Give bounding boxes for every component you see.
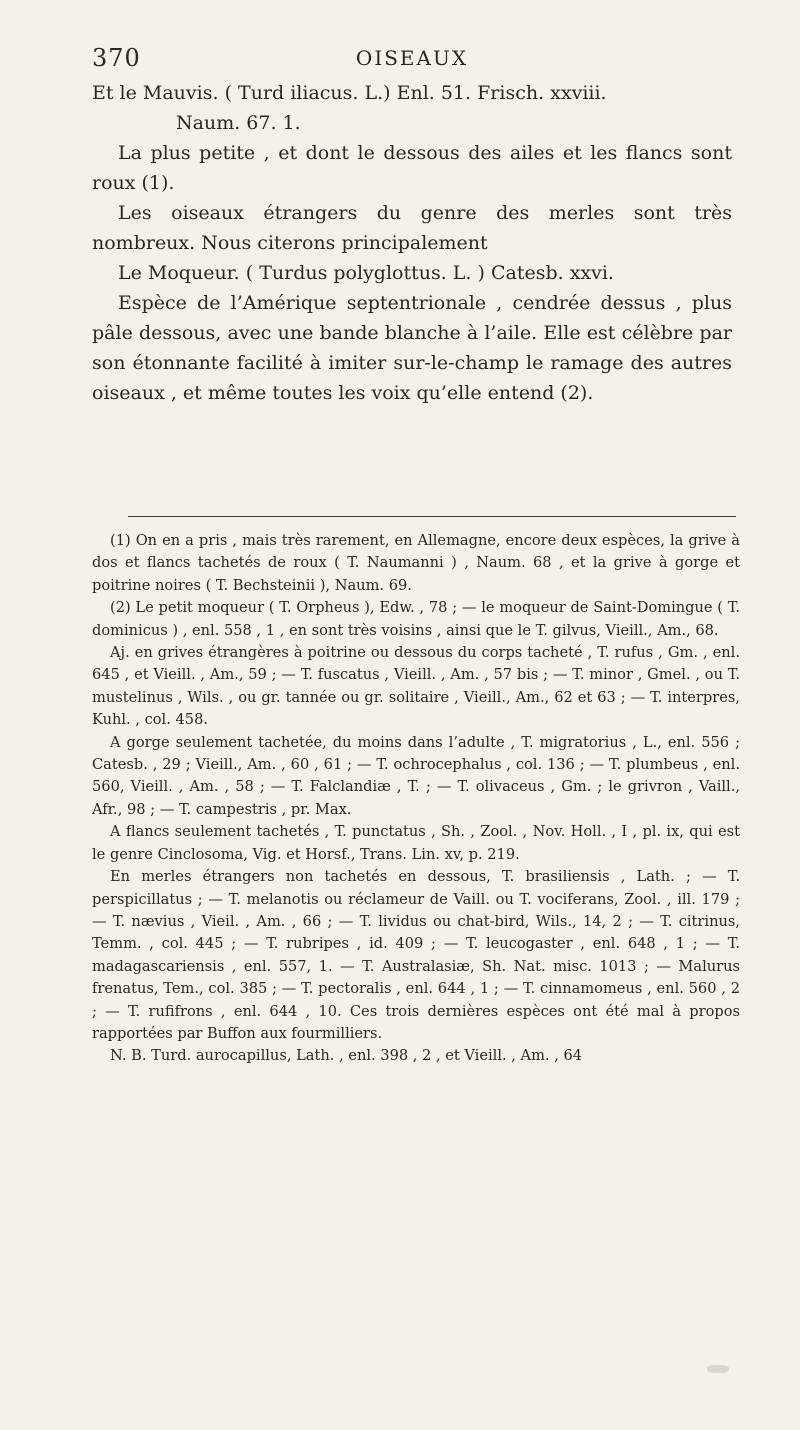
entry-mauvis: Et le Mauvis. ( Turd iliacus. L.) Enl. 51. Frisch. xxviii. — [92, 82, 607, 104]
paragraph-description: La plus petite , et dont le dessous des ailes et les flancs sont roux (1). — [92, 142, 732, 194]
running-head: OISEAUX — [355, 46, 469, 70]
ink-smudge — [707, 1365, 729, 1373]
page-header — [92, 44, 732, 74]
footnotes — [92, 530, 740, 1068]
paragraph-foreign-species: Les oiseaux étrangers du genre des merles sont très nombreux. Nous citerons principalement — [92, 202, 732, 254]
footnote-throat-spotted: A gorge seulement tachetée, du moins dans l’adulte , T. migratorius , L., enl. 556 ; Catesb. , 29 ; Vieill., Am. , 60 , 61 ; — T. ochrocephalus , col. 136 ; — T. plumbeus , enl. 560, Vieill. , Am. , 58 ; — T. Falclandiæ , T. ; — T. olivaceus , Gm. ; le grivron , Vaill., Afr., 98 ; — T. campestris , pr. Max. — [92, 733, 740, 818]
entry-moqueur: Le Moqueur. ( Turdus polyglottus. L. ) Catesb. xxvi. — [118, 262, 614, 284]
paragraph-moqueur-description: Espèce de l’Amérique septentrionale , cendrée dessus , plus pâle dessous, avec une bande blanche à l’aile. Elle est célèbre par son étonnante facilité à imiter sur-le-champ le ramage des autres oiseaux , et même toutes les voix qu’elle entend (2). — [92, 292, 732, 404]
footnote-1: (1) On en a pris , mais très rarement, en Allemagne, encore deux espèces, la grive à dos et flancs tachetés de roux ( T. Naumanni ) , Naum. 68 , et la grive à gorge et poitrine noires ( T. Bechsteinii ), Naum. 69. — [92, 532, 740, 594]
footnote-nota-bene: N. B. Turd. aurocapillus, Lath. , enl. 398 , 2 , et Vieill. , Am. , 64 — [110, 1047, 583, 1065]
main-text — [92, 78, 732, 408]
footnote-flank-spotted: A flancs seulement tachetés , T. punctatus , Sh. , Zool. , Nov. Holl. , I , pl. ix, qui est le genre Cinclosoma, Vig. et Horsf., Trans. Lin. xv, p. 219. — [92, 823, 740, 863]
footnote-spotted-thrushes: Aj. en grives étrangères à poitrine ou dessous du corps tacheté , T. rufus , Gm. , enl. 645 , et Vieill. , Am., 59 ; — T. fuscatus , Vieill. , Am. , 57 bis ; — T. minor , Gmel. , ou T. mustelinus , Wils. , ou gr. tannée ou gr. solitaire , Vieill., Am., 62 et 63 ; — T. interpres, Kuhl. , col. 458. — [92, 644, 740, 729]
footnote-unspotted-merles: En merles étrangers non tachetés en dessous, T. brasiliensis , Lath. ; — T. perspicillatus ; — T. melanotis ou réclameur de Vaill. ou T. vociferans, Zool. , ill. 179 ; — T. nævius , Vieil. , Am. , 66 ; — T. lividus ou chat-bird, Wils., 14, 2 ; — T. citrinus, Temm. , col. 445 ; — T. rubripes , id. 409 ; — T. leucogaster , enl. 648 , 1 ; — T. madagascariensis , enl. 557, 1. — T. Australasiæ, Sh. Nat. misc. 1013 ; — Malurus frenatus, Tem., col. 385 ; — T. pectoralis , enl. 644 , 1 ; — T. cinnamomeus , enl. 560 , 2 ; — T. rufifrons , enl. 644 , 10. Ces trois dernières espèces ont été mal à propos rapportées par Buffon aux fourmilliers. — [92, 868, 740, 1042]
page-number: 370 — [92, 44, 141, 72]
footnote-2: (2) Le petit moqueur ( T. Orpheus ), Edw. , 78 ; — le moqueur de Saint-Domingue ( T. dominicus ) , enl. 558 , 1 , en sont très voisins , ainsi que le T. gilvus, Vieill., Am., 68. — [92, 599, 740, 639]
footnote-rule — [128, 516, 736, 517]
entry-mauvis-reference: Naum. 67. 1. — [176, 112, 301, 134]
